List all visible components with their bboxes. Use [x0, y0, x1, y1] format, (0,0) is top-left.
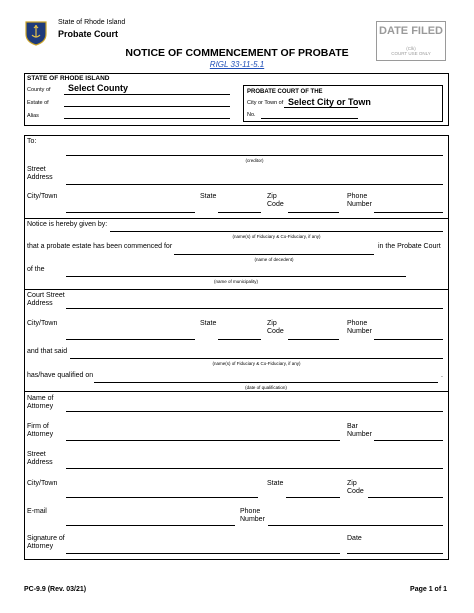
zip-label: Zip Code	[267, 193, 284, 208]
estate-label: Estate of	[27, 100, 49, 106]
form-number: PC-9.9 (Rev. 03/21)	[24, 586, 87, 593]
street-address-line[interactable]	[66, 184, 443, 185]
state-label: State	[200, 193, 217, 200]
case-no-line[interactable]	[261, 118, 358, 119]
county-select[interactable]: Select County	[68, 83, 129, 93]
court-state-line[interactable]	[218, 339, 261, 340]
attorney-email-line[interactable]	[66, 525, 235, 526]
attorney-city-line[interactable]	[66, 497, 258, 498]
fiduciary-caption: (name(s) of Fiduciary & Co-Fiduciary, if any)	[232, 234, 321, 239]
rigl-link[interactable]: RIGL 33-11-5.1	[209, 60, 265, 69]
city-town-line	[284, 107, 358, 108]
court-city-label: City/Town	[27, 320, 58, 327]
date-filed-label: DATE FILED	[379, 25, 443, 37]
fiduciary-line[interactable]	[110, 231, 443, 232]
said-fiduciary-line[interactable]	[70, 358, 443, 359]
and-that-said-label: and that said	[27, 348, 68, 355]
court-zip-line[interactable]	[288, 339, 339, 340]
date-filed-court-use: COURT USE ONLY	[391, 51, 431, 56]
phone-label: Phone Number	[347, 193, 372, 208]
bar-number-label: Bar Number	[347, 423, 372, 438]
said-fiduciary-caption: (name(s) of Fiduciary & Co-Fiduciary, if any)	[212, 361, 301, 366]
attorney-signature-label: Signature of Attorney	[27, 535, 65, 550]
has-qualified-label: has/have qualified on	[27, 372, 94, 379]
attorney-zip-label: Zip Code	[347, 480, 364, 495]
municipality-line[interactable]	[66, 276, 406, 277]
attorney-email-label: E-mail	[27, 508, 47, 515]
date-filed-clerk: (Clk)	[406, 46, 416, 51]
city-town-label: City/Town	[27, 193, 58, 200]
page-number: Page 1 of 1	[410, 586, 447, 593]
to-label: To:	[27, 138, 37, 145]
phone-line-1[interactable]	[374, 212, 443, 213]
city-town-of-label: City or Town of	[247, 100, 284, 106]
state-line-1[interactable]	[218, 212, 261, 213]
state-seal-icon	[24, 20, 48, 46]
decedent-line[interactable]	[174, 254, 374, 255]
court-zip-label: Zip Code	[267, 320, 284, 335]
court-phone-line[interactable]	[374, 339, 443, 340]
attorney-name-line[interactable]	[66, 411, 443, 412]
form-title: NOTICE OF COMMENCEMENT OF PROBATE	[125, 47, 349, 59]
alias-line[interactable]	[64, 118, 230, 119]
attorney-street-line[interactable]	[66, 468, 443, 469]
attorney-street-label: Street Address	[27, 451, 53, 466]
qualification-date-line[interactable]	[94, 382, 438, 383]
attorney-phone-label: Phone Number	[240, 508, 265, 523]
decedent-caption: (name of decedent)	[254, 257, 294, 262]
attorney-firm-line[interactable]	[66, 440, 340, 441]
attorney-state-label: State	[267, 480, 284, 487]
attorney-city-label: City/Town	[27, 480, 58, 487]
caption-state-label: STATE OF RHODE ISLAND	[27, 75, 110, 82]
of-the-label: of the	[27, 266, 45, 273]
attorney-state-line[interactable]	[286, 497, 340, 498]
court-phone-label: Phone Number	[347, 320, 372, 335]
creditor-line[interactable]	[66, 155, 443, 156]
notice-by-label: Notice is hereby given by:	[27, 221, 108, 228]
court-street-label: Court Street Address	[27, 292, 65, 307]
court-city-line[interactable]	[66, 339, 195, 340]
attorney-name-label: Name of Attorney	[27, 395, 54, 410]
state-name: State of Rhode Island	[58, 19, 126, 26]
signature-date-line[interactable]	[347, 553, 443, 554]
probate-court-label: PROBATE COURT OF THE	[247, 89, 323, 95]
county-line	[64, 94, 230, 95]
court-street-line[interactable]	[66, 308, 443, 309]
estate-commenced-label: that a probate estate has been commenced for	[27, 243, 173, 250]
attorney-phone-line[interactable]	[268, 525, 443, 526]
attorney-firm-label: Firm of Attorney	[27, 423, 54, 438]
signature-date-label: Date	[347, 535, 362, 542]
county-label: County of	[27, 87, 51, 93]
estate-line[interactable]	[64, 106, 230, 107]
city-town-line-1[interactable]	[66, 212, 195, 213]
zip-line-1[interactable]	[288, 212, 339, 213]
city-town-select[interactable]: Select City or Town	[288, 97, 371, 107]
municipality-caption: (name of municipality)	[213, 279, 258, 284]
street-address-label: Street Address	[27, 166, 53, 181]
creditor-section	[24, 135, 449, 219]
qualification-date-caption: (date of qualification)	[245, 385, 287, 390]
in-probate-court-label: in the Probate Court	[378, 243, 441, 250]
creditor-caption: (creditor)	[245, 158, 264, 163]
court-name: Probate Court	[58, 29, 119, 39]
attorney-signature-line[interactable]	[66, 553, 340, 554]
attorney-zip-line[interactable]	[368, 497, 443, 498]
qualification-period: .	[441, 372, 443, 379]
case-no-label: No.	[247, 112, 256, 118]
court-state-label: State	[200, 320, 217, 327]
alias-label: Alias	[27, 113, 39, 119]
bar-number-line[interactable]	[374, 440, 443, 441]
attorney-section	[24, 391, 449, 560]
